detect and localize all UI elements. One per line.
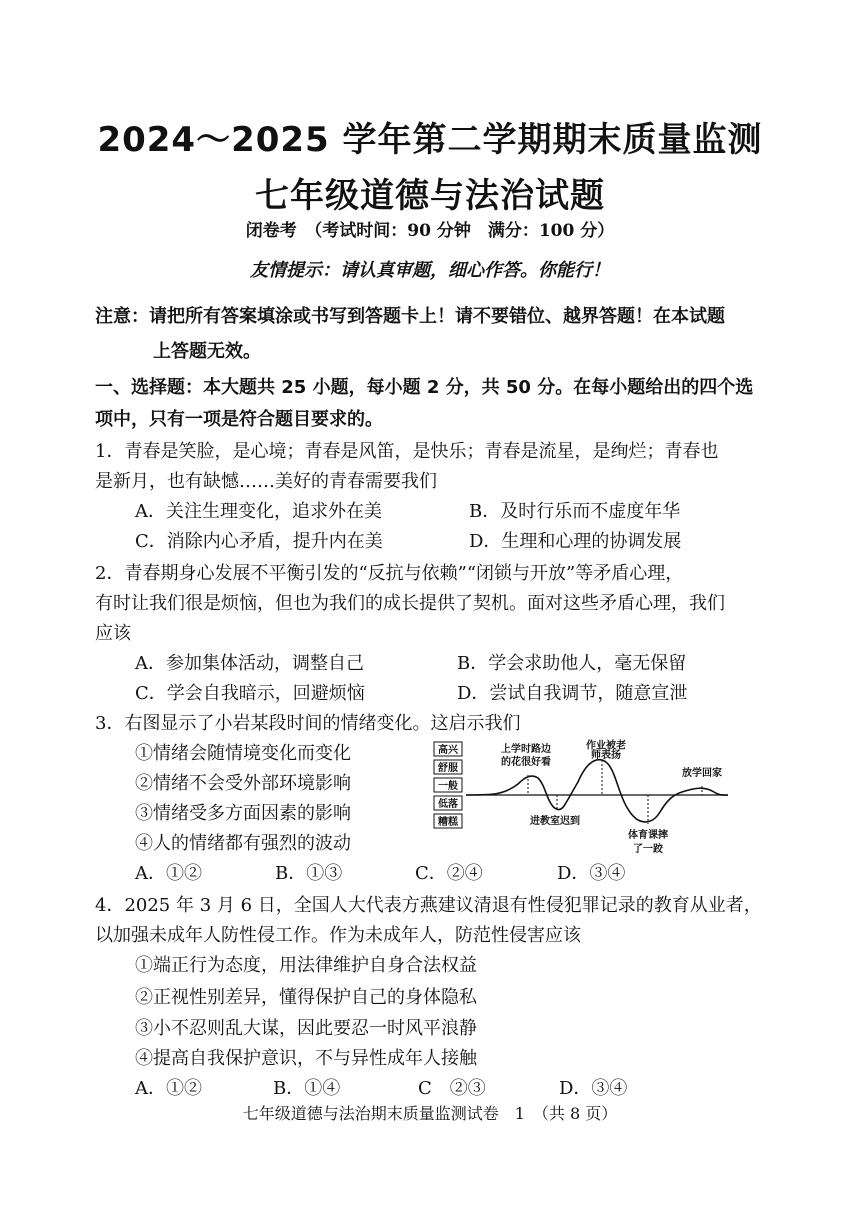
q4-option-a: A．①② — [135, 1078, 202, 1099]
q3-option-b: B．①③ — [275, 863, 343, 884]
q3-option-c: C．②④ — [415, 863, 483, 884]
q3-option-a: A．①② — [135, 863, 202, 884]
friendly-tip: 友情提示：请认真审题，细心作答。你能行！ — [250, 260, 610, 281]
notice-line-1: 注意：请把所有答案填涂或书写到答题卡上！请不要错位、越界答题！在本试题 — [95, 306, 725, 327]
level-label-1: 高兴 — [438, 745, 458, 756]
q4-option-b: B．①④ — [273, 1078, 341, 1099]
q2-stem-cont: 有时让我们很是烦恼，但也为我们的成长提供了契机。面对这些矛盾心理，我们 — [95, 593, 725, 614]
q2-option-a: A．参加集体活动，调整自己 — [135, 653, 364, 674]
q4-stem: 4．2025 年 3 月 6 日，全国人大代表方燕建议清退有性侵犯罪记录的教育从业者， — [95, 895, 762, 916]
annotation-fell-2: 了一跤 — [633, 844, 663, 855]
level-label-5: 糟糕 — [438, 817, 458, 828]
q1-option-d: D．生理和心理的协调发展 — [469, 531, 682, 552]
q1-option-c: C．消除内心矛盾，提升内在美 — [135, 531, 383, 552]
level-label-4: 低落 — [438, 799, 458, 810]
q4-statement-3: ③小不忍则乱大谋，因此要忍一时风平浪静 — [135, 1018, 477, 1039]
level-label-2: 舒服 — [438, 763, 458, 774]
annotation-praised-2: 师表扬 — [591, 750, 621, 761]
annotation-praised-1: 作业被老 — [586, 740, 626, 752]
annotation-flowers-1: 上学时路边 — [501, 744, 551, 755]
notice-line-2: 上答题无效。 — [153, 341, 261, 362]
annotation-late: 进教室迟到 — [530, 816, 580, 827]
q1-option-b: B．及时行乐而不虚度年华 — [469, 501, 681, 522]
emotion-curve-figure — [432, 738, 732, 862]
q3-statement-4: ④人的情绪都有强烈的波动 — [135, 833, 351, 854]
q4-statement-1: ①端正行为态度，用法律维护自身合法权益 — [135, 955, 477, 976]
annotation-flowers-2: 的花很好看 — [501, 757, 551, 768]
annotation-home: 放学回家 — [682, 768, 722, 779]
mood-level-labels — [434, 742, 462, 828]
annotation-fell-1: 体育课摔 — [628, 830, 668, 841]
q4-option-d: D．③④ — [559, 1078, 628, 1099]
q1-stem: 1．青春是笑脸，是心境；青春是风笛，是快乐；青春是流星，是绚烂；青春也 — [95, 441, 719, 462]
q3-statement-1: ①情绪会随情境变化而变化 — [135, 743, 351, 764]
q4-statement-2: ②正视性别差异，懂得保护自己的身体隐私 — [135, 987, 477, 1008]
section-1-heading: 一、选择题：本大题共 25 小题，每小题 2 分，共 50 分。在每小题给出的四个选 — [95, 377, 754, 398]
q4-stem-cont: 以加强未成年人防性侵工作。作为未成年人，防范性侵害应该 — [95, 925, 581, 946]
exam-meta: 闭卷考 （考试时间：90 分钟 满分：100 分） — [245, 221, 615, 241]
exam-title: 2024～2025 学年第二学期期末质量监测 — [97, 120, 763, 160]
q4-option-c: C ②③ — [418, 1078, 486, 1099]
page-footer: 七年级道德与法治期末质量监测试卷 1 （共 8 页） — [242, 1104, 618, 1123]
q2-stem: 2．青春期身心发展不平衡引发的“反抗与依赖”“闭锁与开放”等矛盾心理， — [95, 563, 684, 584]
q4-statement-4: ④提高自我保护意识，不与异性成年人接触 — [135, 1048, 477, 1069]
q2-option-b: B．学会求助他人，毫无保留 — [457, 653, 687, 674]
q3-stem: 3．右图显示了小岩某段时间的情绪变化。这启示我们 — [95, 713, 521, 734]
exam-subtitle: 七年级道德与法治试题 — [255, 176, 605, 216]
q2-stem-end: 应该 — [95, 623, 131, 644]
q3-statement-3: ③情绪受多方面因素的影响 — [135, 803, 351, 824]
level-label-3: 一般 — [438, 781, 458, 792]
q2-option-c: C．学会自我暗示，回避烦恼 — [135, 683, 365, 704]
q2-option-d: D．尝试自我调节，随意宣泄 — [457, 683, 688, 704]
q3-option-d: D．③④ — [557, 863, 626, 884]
q1-option-a: A．关注生理变化，追求外在美 — [135, 501, 382, 522]
q1-stem-cont: 是新月，也有缺憾……美好的青春需要我们 — [95, 471, 437, 492]
q3-statement-2: ②情绪不会受外部环境影响 — [135, 773, 351, 794]
section-1-heading-cont: 项中，只有一项是符合题目要求的。 — [95, 409, 383, 430]
